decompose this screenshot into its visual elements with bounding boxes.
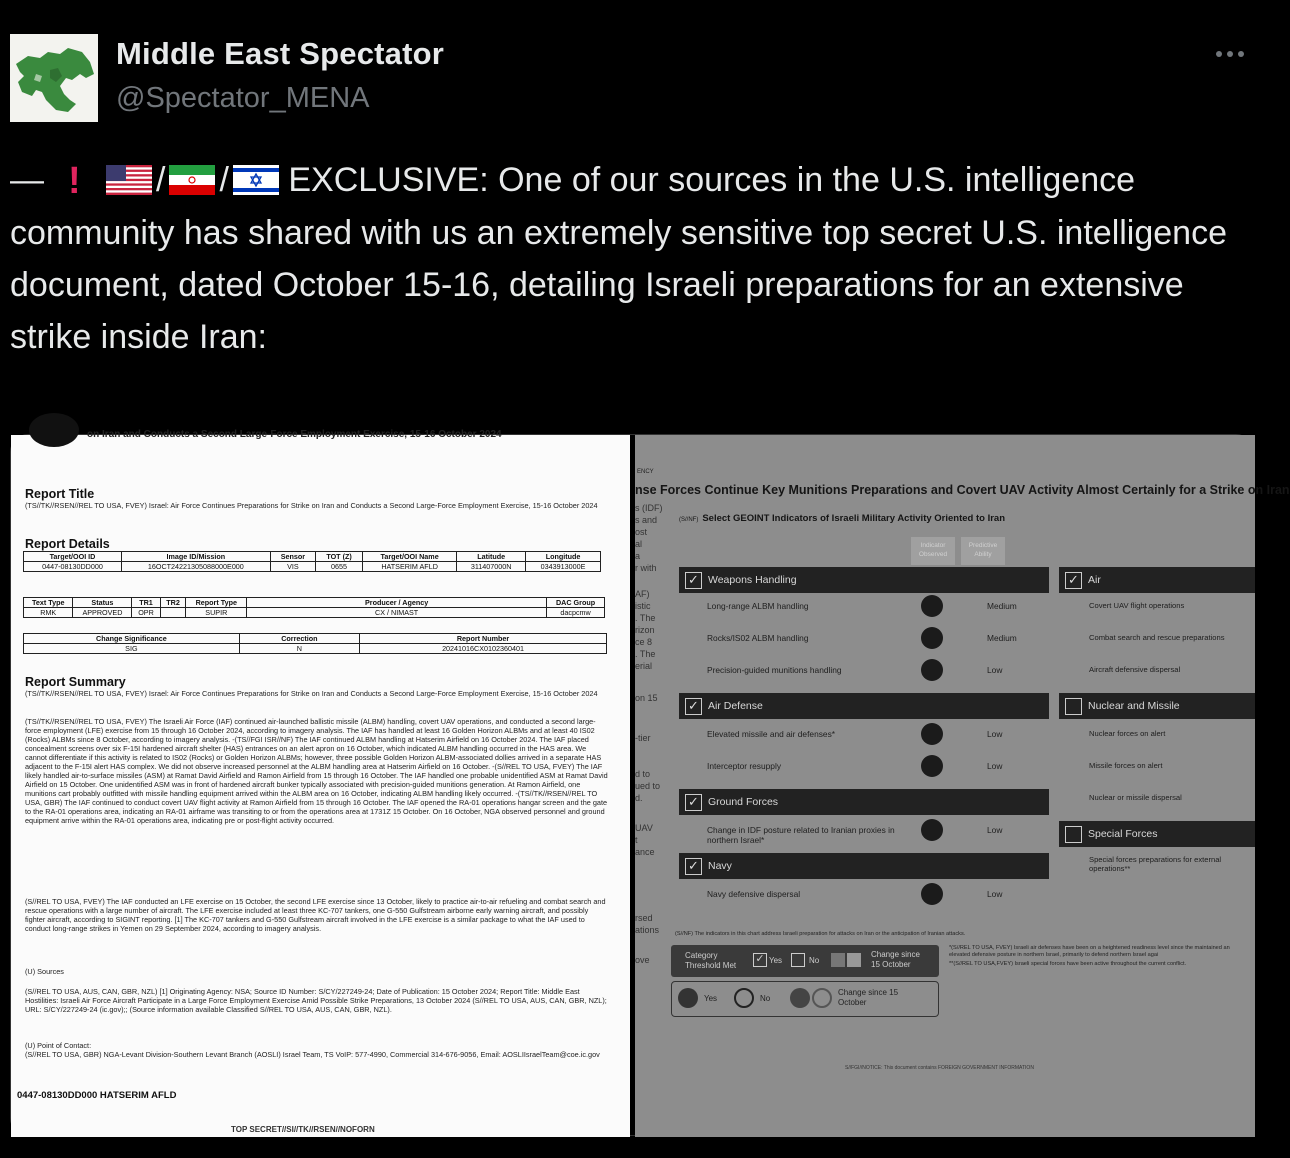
middle-east-map-icon [10, 34, 98, 122]
doc-footer-id: 0447-08130DD000 HATSERIM AFLD [17, 1090, 177, 1101]
margin-line: ove [635, 955, 650, 965]
legend-dot-icon [812, 988, 832, 1008]
indicator-label: Elevated missile and air defenses* [707, 729, 836, 739]
category-label: Ground Forces [708, 796, 779, 808]
summary-paragraph-1: (TS//TK//RSEN//REL TO USA, FVEY) Israel: Air Force Continues Preparations for Strike on Iran and Conducts a Second Large-Force Employment Exercise, 15-16 October 2024 [25, 689, 598, 698]
user-handle[interactable]: @Spectator_MENA [116, 82, 370, 114]
chart-footnote: (S//NF) The indicators in this chart address Israeli preparation for attacks on Iran or the anticipation of Iranian attacks. [675, 931, 966, 937]
indicator-label: Interceptor resupply [707, 761, 782, 771]
indicator-label: Aircraft defensive dispersal [1089, 665, 1181, 674]
category-label: Navy [708, 860, 732, 872]
margin-line: ance [635, 847, 655, 857]
margin-line: t [635, 835, 638, 845]
more-options-button[interactable] [1210, 42, 1250, 66]
margin-line: AF) [635, 589, 650, 599]
more-dot-icon [1227, 51, 1233, 57]
agency-mark: ENCY [637, 469, 654, 475]
summary-paragraph-3: (S//REL TO USA, FVEY) The IAF conducted an LFE exercise on 15 October, the second LFE exercise since 13 October, likely to practice air-to-air refueling and combat search and rescue operations with a large number of aircraft. The LFE exercise included at least three KC-707 tankers, one G-550 Gulfstream airborne early warning aircraft, and possibly fighter aircraft, according to SIGINT reporting. [1] The KC-707 tankers and G-550 Gulfstream aircraft involved in the LFE exercise is a similar package to what the IAF used to conduct long-range strikes in Yemen on 29 September 2024, according to imagery analysis. [25, 897, 606, 933]
indicator-label: Change in IDF posture related to Iranian proxies in northern Israel* [707, 825, 895, 845]
more-dot-icon [1216, 51, 1222, 57]
indicator-label: Rocks/IS02 ALBM handling [707, 633, 809, 643]
margin-line: -tier [635, 733, 651, 743]
margin-line: d. [635, 793, 643, 803]
legend-no: No [809, 956, 820, 965]
more-dot-icon [1238, 51, 1244, 57]
legend-check-icon: ✓ [753, 953, 767, 967]
margin-line: al [635, 539, 643, 549]
category-label: Air [1088, 574, 1101, 586]
poc-text: (S//REL TO USA, GBR) NGA-Levant Division-Southern Levant Branch (AOSLI) Israel Team, TS VoIP: 577-4990, Commercial 314-676-9056, Email: AOSLIIsraelTeam@coe.ic.gov [25, 1050, 600, 1059]
significance-table [23, 633, 607, 654]
table-header: Text Type [24, 598, 73, 608]
margin-line: . The [635, 613, 656, 623]
tweet-body: EXCLUSIVE: One of our sources in the U.S. intelligence community has shared with us an extremely sensitive top secret U.S. intelligence document, dated October 15-16, detailing Israeli preparations for an extensive strike inside Iran: [10, 161, 1227, 356]
report-summary-heading: Report Summary [25, 675, 126, 689]
poc-heading: (U) Point of Contact: [25, 1041, 92, 1050]
table-header: Target/OOI ID [24, 552, 122, 562]
category-bar [1059, 693, 1255, 719]
category-bar [679, 567, 1049, 593]
margin-line: ost [635, 527, 648, 537]
document-image-left[interactable] [11, 429, 630, 1137]
separator: / [156, 161, 166, 199]
table-header: TR2 [160, 598, 186, 608]
category-label: Weapons Handling [708, 574, 797, 586]
sources-heading: (U) Sources [25, 967, 64, 976]
table-header: Sensor [270, 552, 315, 562]
exclamation-icon: ! [68, 160, 81, 202]
indicator-observed-dot-icon [921, 723, 943, 745]
table-header: Change Significance [24, 634, 240, 644]
separator: / [219, 161, 229, 199]
empty-box-icon [1065, 698, 1082, 715]
display-name[interactable]: Middle East Spectator [116, 36, 445, 71]
table-header: Correction [239, 634, 359, 644]
checked-box-icon: ✓ [1065, 572, 1082, 589]
indicator-label: Missile forces on alert [1089, 761, 1163, 770]
legend-indicator [671, 981, 939, 1017]
predictive-level: Medium [987, 633, 1017, 643]
table-cell [160, 608, 186, 618]
table-cell: OPR [132, 608, 160, 618]
doc-title: nse Forces Continue Key Munitions Preparations and Covert UAV Activity Almost Certainly for a Strike on Iran [635, 483, 1290, 497]
indicator-label: Combat search and rescue preparations [1089, 633, 1225, 642]
checked-box-icon: ✓ [685, 858, 702, 875]
us-flag-icon [106, 165, 152, 195]
report-details-heading: Report Details [25, 537, 110, 551]
doc-subtitle [679, 513, 1005, 524]
checked-box-icon: ✓ [685, 794, 702, 811]
col-indicator-observed: Indicator Observed [911, 537, 955, 565]
table-cell: VIS [270, 562, 315, 572]
category-bar [1059, 821, 1255, 847]
table-cell: RMK [24, 608, 73, 618]
margin-line: rsed [635, 913, 653, 923]
category-bar [679, 789, 1049, 815]
indicator-observed-dot-icon [921, 755, 943, 777]
margin-line: d to [635, 769, 651, 779]
legend-category-label: Category Threshold Met [685, 951, 737, 970]
margin-line: s (IDF) [635, 503, 663, 513]
margin-line: ce 8 [635, 637, 653, 647]
legend-yes: Yes [769, 956, 783, 965]
table-header: Report Number [360, 634, 607, 644]
sources-text: (S//REL TO USA, AUS, CAN, GBR, NZL) [1] Originating Agency: NSA; Source ID Number: S/CY/227249-24; Date of Publication: 15 October 2024; Report Title: Middle East Hostilities: Israeli Air Force Aircraft Participate in a Large Force Employment Exercise Amid Possible Strike Preparations, 13 October 2024 (S//REL TO USA, AUS, CAN, GBR, NZL); URL: S/CY/227249-24 (ic.gov);; (Source information available Classified S//REL TO USA, AUS, CAN, GBR, NZL). [25, 987, 607, 1014]
doc-footer: S//FGI//NOTICE: This document contains FOREIGN GOVERNMENT INFORMATION [845, 1065, 1034, 1071]
table-cell: SIG [24, 644, 240, 654]
table-header: Target/OOI Name [362, 552, 456, 562]
margin-line: UAV [635, 823, 653, 833]
classification-marking: TOP SECRET//SI//TK//RSEN//NOFORN [231, 1125, 375, 1134]
indicator-label: Special forces preparations for external operations** [1089, 855, 1222, 873]
predictive-level: Low [987, 825, 1003, 835]
tweet-text [10, 154, 1250, 363]
table-cell: N [239, 644, 359, 654]
subtitle-text: Select GEOINT Indicators of Israeli Military Activity Oriented to Iran [702, 513, 1006, 524]
category-label: Special Forces [1088, 828, 1158, 840]
dash-glyph: — [10, 161, 44, 199]
margin-line: ued to [635, 781, 661, 791]
margin-line: istic [635, 601, 651, 611]
document-image-right[interactable] [635, 435, 1290, 1137]
table-cell: APPROVED [73, 608, 132, 618]
table-header: Status [73, 598, 132, 608]
table-cell: 20241016CX0102360401 [360, 644, 607, 654]
redaction-blob [29, 413, 79, 447]
predictive-level: Medium [987, 601, 1017, 611]
table-cell: dacpcmw [547, 608, 605, 618]
table-header: Latitude [457, 552, 526, 562]
category-label: Air Defense [708, 700, 763, 712]
predictive-level: Low [987, 665, 1003, 675]
note-1: *(S//REL TO USA, FVEY) Israeli air defenses have been on a heightened readiness level since the maintained an elevated defensive posture in northern Israel, primarily to defend northern Israel agai [949, 945, 1230, 958]
indicator-observed-dot-icon [921, 627, 943, 649]
details-table [23, 551, 601, 572]
legend-filled-dot-icon [678, 988, 698, 1008]
indicator-label: Long-range ALBM handling [707, 601, 809, 611]
checked-box-icon: ✓ [685, 698, 702, 715]
legend-empty-dot-icon [734, 988, 754, 1008]
report-title-heading: Report Title [25, 487, 95, 501]
tweet-media[interactable] [10, 429, 1290, 1136]
legend-category [671, 945, 939, 977]
indicator-observed-dot-icon [921, 883, 943, 905]
empty-box-icon [1065, 826, 1082, 843]
col-predictive-ability: Predictive Ability [961, 537, 1005, 565]
table-header: Producer / Agency [247, 598, 547, 608]
table-cell: CX / NIMAST [247, 608, 547, 618]
table-header: Longitude [526, 552, 601, 562]
predictive-level: Low [987, 729, 1003, 739]
category-bar [1059, 567, 1255, 593]
table-cell: 0447-08130DD000 [24, 562, 122, 572]
table-header: TR1 [132, 598, 160, 608]
margin-line: r with [635, 563, 657, 573]
table-header: TOT (Z) [316, 552, 363, 562]
margin-line: ations [635, 925, 660, 935]
category-label: Nuclear and Missile [1088, 700, 1180, 712]
subtitle-mark: (S//NF) [679, 517, 699, 523]
note-2: **(S//REL TO USA,FVEY) Israeli special forces have been active throughout the current conflict. [949, 961, 1187, 967]
margin-line: rizon [635, 625, 655, 635]
table-cell: SUPIR [186, 608, 247, 618]
legend-change2: Change since 15 October [838, 988, 899, 1007]
margin-line: erial [635, 661, 653, 671]
iran-flag-icon [169, 165, 215, 195]
margin-line: . The [635, 649, 656, 659]
checked-box-icon: ✓ [685, 572, 702, 589]
summary-paragraph-2: (TS//TK//RSEN//REL TO USA, FVEY) The Israeli Air Force (IAF) continued air-launched ballistic missile (ALBM) handling, covert UAV operations, and conducted a second large-force employment (LFE) exercise from 15 through 16 October 2024, according to imagery analysis. The IAF has handled at least 16 Golden Horizon ALBMs and at least 40 IS02 (Rocks) ALBMs since 8 October, according to imagery analysis. -(TS//FGI ISR//NF) The IAF continued ALBM handling at Hatserim Airfield on 16 October 2024. The IAF placed concealment screens over six F-15I hardened aircraft shelter (HAS) entrances on an alert apron on 16 October, which indicated ALBM handling occurred in the HAS area. We cannot differentiate if this activity is related to IS02 (Rocks) or Golden Horizon ALBMs; however, three possible Golden Horizon ALBM-associated dollies arrived in a separate HAS adjacent to the F-15I alert HAS complex. We did not observe increased personnel at the ALBM handling area at Hatserim Airfield on 16 October. -(S//REL TO USA, FVEY) The IAF likely handled air-to-surface missiles (ASM) at Ramat David Airfield and Ramon Airfield from 15 through 16 October. The IAF handled one probable unidentified ASM at Ramat David Airfield on 15 October. One unidentified ASM was in front of hardened aircraft bunker typically associated with precision-guided munitions generation. At Ramon Airfield, one munitions cart probably outfitted with missile handling equipment arrived within the ALBM area on 16 October, indicating ALBM handling likely occurred. -(TS//TK//RSEN//REL TO USA, GBR) The IAF continued to conduct covert UAV flight activity at Ramon Airfield from 15 through 16 October. The IAF opened the RA-01 operations hangar screen and the gate to the RA-01 operations area, indicating an RA-01 airframe was transiting to or from the operations area at 1731Z 15 October. On 16 October, NGA observed personnel and ground equipment arrive within the RA-01 operations area, indicating pre or post-flight activity occurred. [25, 717, 608, 825]
table-header: Image ID/Mission [121, 552, 270, 562]
report-title-text: (TS//TK//RSEN//REL TO USA, FVEY) Israel: Air Force Continues Preparations for Strike on Iran and Conducts a Second Large-Force Employment Exercise, 15-16 October 2024 [25, 501, 598, 510]
indicator-label: Nuclear forces on alert [1089, 729, 1166, 738]
legend-yes2: Yes [704, 994, 718, 1003]
margin-line: a [635, 551, 641, 561]
legend-empty-box-icon [791, 953, 805, 967]
table-cell: 0655 [316, 562, 363, 572]
indicator-label: Precision-guided munitions handling [707, 665, 842, 675]
indicator-label: Nuclear or missile dispersal [1089, 793, 1182, 802]
israel-flag-icon [233, 165, 279, 195]
type-table [23, 597, 605, 618]
legend-gray-box-icon [847, 953, 861, 967]
margin-line: s and [635, 515, 658, 525]
predictive-level: Low [987, 889, 1003, 899]
table-cell: HATSERIM AFLD [362, 562, 456, 572]
indicator-observed-dot-icon [921, 819, 943, 841]
indicator-label: Navy defensive dispersal [707, 889, 801, 899]
legend-change: Change since 15 October [871, 950, 920, 969]
predictive-level: Low [987, 761, 1003, 771]
avatar[interactable] [10, 34, 98, 122]
indicator-observed-dot-icon [921, 659, 943, 681]
doc-top-line: on Iran and Conducts a Second Large-Force Employment Exercise, 15-16 October 2024 [87, 429, 502, 440]
table-cell: 0343913000E [526, 562, 601, 572]
legend-dot-icon [790, 988, 810, 1008]
table-header: DAC Group [547, 598, 605, 608]
indicator-observed-dot-icon [921, 595, 943, 617]
legend-no2: No [760, 994, 771, 1003]
table-cell: 311407000N [457, 562, 526, 572]
table-cell: 16OCT24221305088000E000 [121, 562, 270, 572]
indicator-label: Covert UAV flight operations [1089, 601, 1185, 610]
category-bar [679, 853, 1049, 879]
legend-gray-box-icon [831, 953, 845, 967]
margin-line: on 15 [635, 693, 658, 703]
table-header: Report Type [186, 598, 247, 608]
tweet-header [10, 34, 1258, 124]
category-bar [679, 693, 1049, 719]
